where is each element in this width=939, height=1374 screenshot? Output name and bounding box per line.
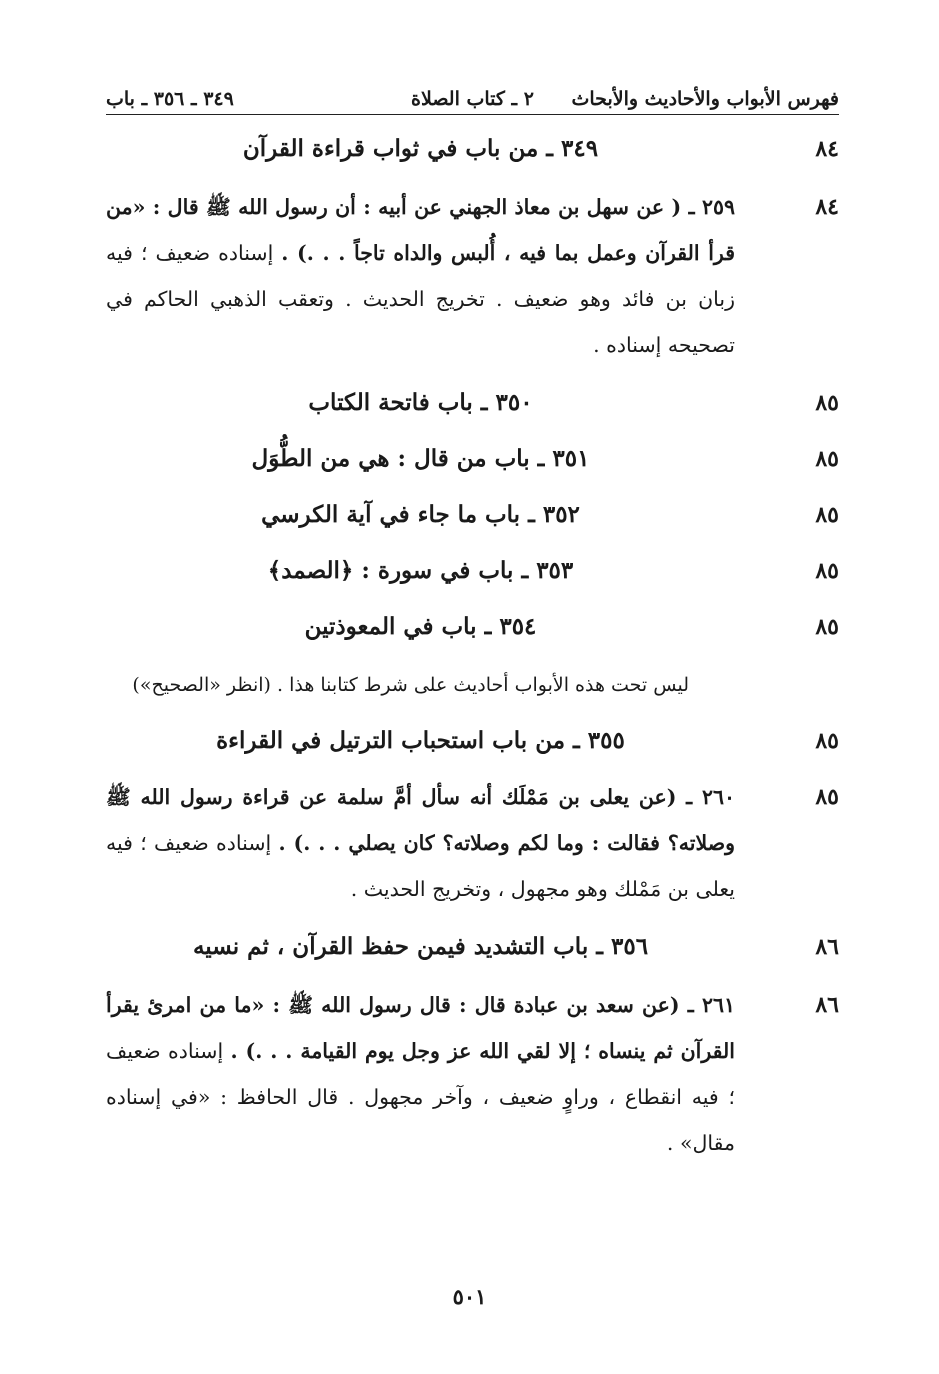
index-entry <box>106 774 839 912</box>
page-ref: ٨٥ <box>815 728 839 754</box>
page-ref: ٨٦ <box>815 992 839 1018</box>
chapter-title: ٣٥٠ ـ باب فاتحة الكتاب <box>308 389 533 416</box>
hadith-text: ٢٦١ ـ (عن سعد بن عبادة قال : قال رسول الله ﷺ : «ما من امرئ يقرأ القرآن ثم ينساه ؛ إلا لقي الله عز وجل يوم القيامة . . .) . <box>106 993 735 1063</box>
index-entry <box>106 718 839 764</box>
chapter-title: ٣٥٢ ـ باب ما جاء في آية الكرسي <box>261 501 580 528</box>
hadith-entry <box>106 982 735 1166</box>
chapter-title: ٣٥٥ ـ من باب استحباب الترتيل في القراءة <box>216 727 625 754</box>
page-ref: ٨٥ <box>815 390 839 416</box>
hadith-entry <box>106 184 735 368</box>
page-ref: ٨٤ <box>815 136 839 162</box>
editor-note: ليس تحت هذه الأبواب أحاديث على شرط كتابنا هذا . (انظر «الصحيح») <box>132 674 689 696</box>
chapter-title: ٣٥٤ ـ باب في المعوذتين <box>304 613 537 640</box>
index-entry <box>106 380 839 426</box>
page-ref: ٨٥ <box>815 502 839 528</box>
hadith-grading: إسناده ضعيف ؛ فيه زبان بن فائد وهو ضعيف . تخريج الحديث . وتعقب الذهبي الحاكم في تصحيحه إسناده . <box>106 241 735 357</box>
chapter-title: ٣٥١ ـ باب من قال : هي من الطُّوَل <box>251 445 590 472</box>
hadith-grading: إسناده ضعيف ؛ فيه يعلى بن مَمْلك وهو مجهول ، وتخريج الحديث . <box>106 831 735 901</box>
index-entries <box>106 126 839 1166</box>
index-entry <box>106 982 839 1166</box>
page-ref: ٨٥ <box>815 784 839 810</box>
header-range: ٣٤٩ ـ ٣٥٦ ـ باب <box>106 88 234 110</box>
page-ref: ٨٤ <box>815 194 839 220</box>
page-ref: ٨٥ <box>815 446 839 472</box>
chapter-title: ٣٥٦ ـ باب التشديد فيمن حفظ القرآن ، ثم نسيه <box>192 933 649 960</box>
index-entry <box>106 184 839 368</box>
hadith-text: ٢٥٩ ـ ( عن سهل بن معاذ الجهني عن أبيه : أن رسول الله ﷺ قال : «من قرأ القرآن وعمل بما فيه ، أُلبس والداه تاجاً . . .) . <box>106 195 735 265</box>
index-entry <box>106 126 839 172</box>
page-number: ٥٠١ <box>452 1284 487 1309</box>
index-entry <box>106 604 839 650</box>
header-chapter: ٢ ـ كتاب الصلاة <box>411 88 534 110</box>
page-ref: ٨٦ <box>815 934 839 960</box>
index-entry <box>106 436 839 482</box>
index-entry <box>106 924 839 970</box>
hadith-grading: إسناده ضعيف ؛ فيه انقطاع ، وراوٍ ضعيف ، وآخر مجهول . قال الحافظ : «في إسناده مقال» . <box>106 1039 735 1155</box>
header-book-title: فهرس الأبواب والأحاديث والأبحاث <box>571 88 839 110</box>
chapter-title: ٣٥٣ ـ باب في سورة : ﴿الصمد﴾ <box>267 557 574 584</box>
page-ref: ٨٥ <box>815 558 839 584</box>
page-ref: ٨٥ <box>815 614 839 640</box>
chapter-title: ٣٤٩ ـ من باب في ثواب قراءة القرآن <box>242 135 599 162</box>
index-entry <box>106 492 839 538</box>
index-entry <box>106 548 839 594</box>
hadith-text: ٢٦٠ ـ (عن يعلى بن مَمْلَك أنه سأل أمَّ سلمة عن قراءة رسول الله ﷺ وصلاته؟ فقالت : وما لكم وصلاته؟ كان يصلي . . .) . <box>106 785 735 855</box>
running-header <box>106 72 839 115</box>
hadith-entry <box>106 774 735 912</box>
